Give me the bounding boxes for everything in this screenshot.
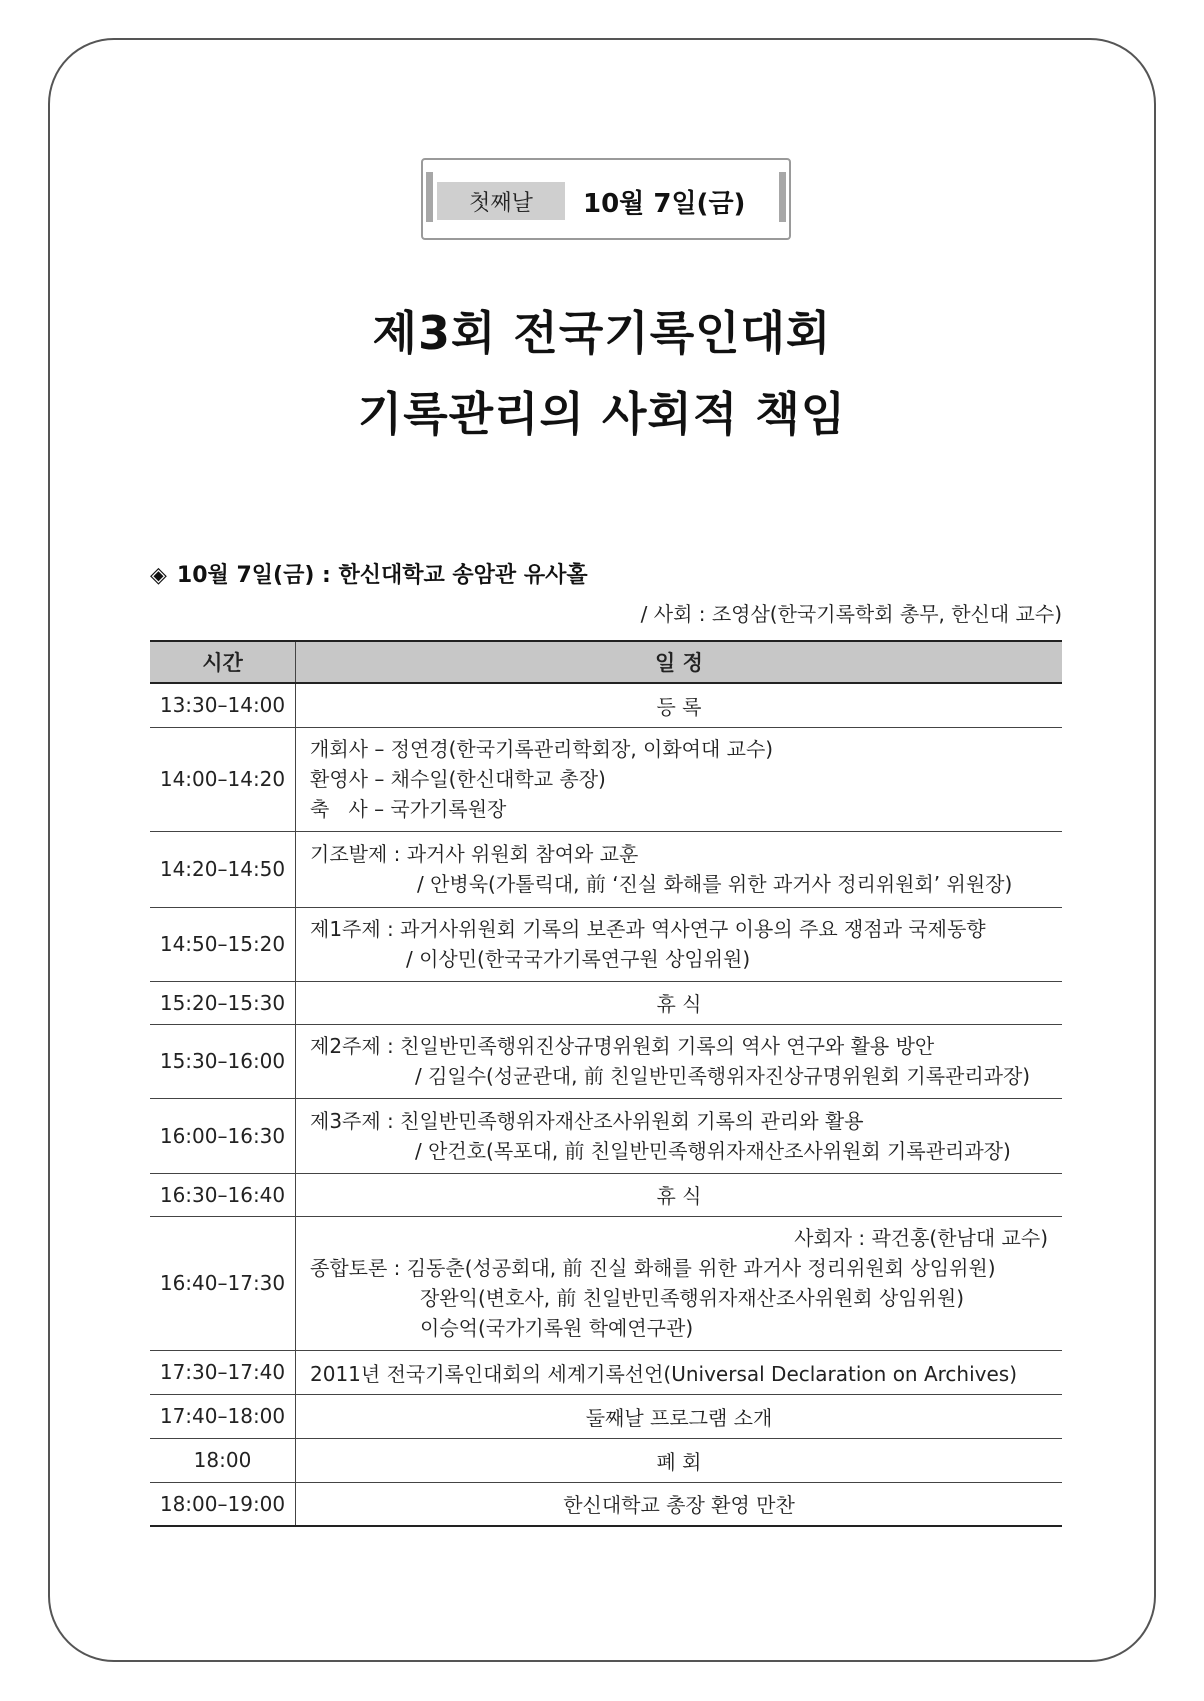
row-time: 16:30–16:40 [150, 1173, 296, 1216]
row-time: 14:00–14:20 [150, 727, 296, 831]
table-row [150, 981, 1062, 1024]
row-item [296, 1024, 1063, 1098]
table-row [150, 1394, 1062, 1438]
row-item-line: / 안건호(목포대, 前 친일반민족행위자재산조사위원회 기록관리과장) [415, 1138, 1011, 1163]
table-row [150, 1482, 1062, 1526]
header-time: 시간 [150, 641, 296, 683]
row-item [296, 831, 1063, 907]
row-time: 13:30–14:00 [150, 683, 296, 727]
row-time: 16:00–16:30 [150, 1098, 296, 1173]
row-time: 16:40–17:30 [150, 1216, 296, 1350]
row-item-line: 개회사 – 정연경(한국기록관리학회장, 이화여대 교수) [310, 737, 774, 761]
row-time: 18:00 [150, 1438, 296, 1482]
row-item-line: 기조발제 : 과거사 위원회 참여와 교훈 [310, 842, 639, 866]
table-row [150, 907, 1062, 981]
row-item: 둘째날 프로그램 소개 [296, 1394, 1063, 1438]
table-row [150, 1216, 1062, 1350]
table-row [150, 831, 1062, 907]
table-row [150, 1173, 1062, 1216]
row-time: 15:30–16:00 [150, 1024, 296, 1098]
row-item [296, 727, 1063, 831]
table-row [150, 1098, 1062, 1173]
row-item: 휴 식 [296, 1173, 1063, 1216]
row-time: 18:00–19:00 [150, 1482, 296, 1526]
row-item-line: / 이상민(한국국가기록연구원 상임위원) [406, 947, 751, 971]
row-item-line: 제1주제 : 과거사위원회 기록의 보존과 역사연구 이용의 주요 쟁점과 국제동향 [310, 917, 986, 941]
row-time: 14:50–15:20 [150, 907, 296, 981]
row-item-line: / 김일수(성균관대, 前 친일반민족행위자진상규명위원회 기록관리과장) [415, 1064, 1031, 1088]
day-box-right-bar [779, 172, 786, 222]
schedule-header-row [150, 641, 1062, 683]
table-row [150, 727, 1062, 831]
table-row [150, 683, 1062, 727]
venue-text: 10월 7일(금) : 한신대학교 송암관 유사홀 [176, 563, 588, 588]
row-item-line: 사회자 : 곽건홍(한남대 교수) [794, 1226, 1048, 1250]
row-item: 한신대학교 총장 환영 만찬 [296, 1482, 1063, 1526]
row-time: 14:20–14:50 [150, 831, 296, 907]
table-row [150, 1350, 1062, 1394]
moderator-line: / 사회 : 조영삼(한국기록학회 총무, 한신대 교수) [640, 602, 1062, 626]
row-item-line: / 안병욱(가톨릭대, 前 ‘진실 화해를 위한 과거사 정리위원회’ 위원장) [417, 872, 1013, 896]
row-item-line: 축 사 – 국가기록원장 [310, 797, 507, 821]
row-item-line: 제2주제 : 친일반민족행위진상규명위원회 기록의 역사 연구와 활용 방안 [310, 1034, 935, 1058]
day-date: 10월 7일(금) [583, 188, 746, 219]
table-row [150, 1438, 1062, 1482]
row-item-line: 제3주제 : 친일반민족행위자재산조사위원회 기록의 관리와 활용 [310, 1108, 864, 1133]
day-box-left-bar [426, 172, 433, 222]
row-time: 17:30–17:40 [150, 1350, 296, 1394]
day-box [421, 158, 791, 240]
schedule-table [150, 640, 1062, 1527]
table-row [150, 1024, 1062, 1098]
venue-line [150, 558, 588, 589]
row-item [296, 907, 1063, 981]
row-item [296, 1216, 1063, 1350]
diamond-bullet-icon: ◈ [150, 563, 167, 588]
event-subtitle: 기록관리의 사회적 책임 [357, 387, 847, 441]
event-title: 제3회 전국기록인대회 [372, 306, 832, 360]
row-time: 15:20–15:30 [150, 981, 296, 1024]
header-schedule: 일 정 [296, 641, 1063, 683]
day-label: 첫째날 [437, 182, 565, 220]
row-time: 17:40–18:00 [150, 1394, 296, 1438]
row-item-line: 종합토론 : 김동춘(성공회대, 前 진실 화해를 위한 과거사 정리위원회 상임위원) [310, 1256, 996, 1280]
row-item: 휴 식 [296, 981, 1063, 1024]
row-item [296, 1098, 1063, 1173]
row-item-line: 장완익(변호사, 前 친일반민족행위자재산조사위원회 상임위원) [420, 1286, 965, 1310]
row-item-line: 환영사 – 채수일(한신대학교 총장) [310, 767, 606, 791]
row-item: 등 록 [296, 683, 1063, 727]
row-item-line: 이승억(국가기록원 학예연구관) [420, 1316, 694, 1340]
row-item: 폐 회 [296, 1438, 1063, 1482]
row-item: 2011년 전국기록인대회의 세계기록선언(Universal Declaration on Archives) [296, 1350, 1063, 1394]
